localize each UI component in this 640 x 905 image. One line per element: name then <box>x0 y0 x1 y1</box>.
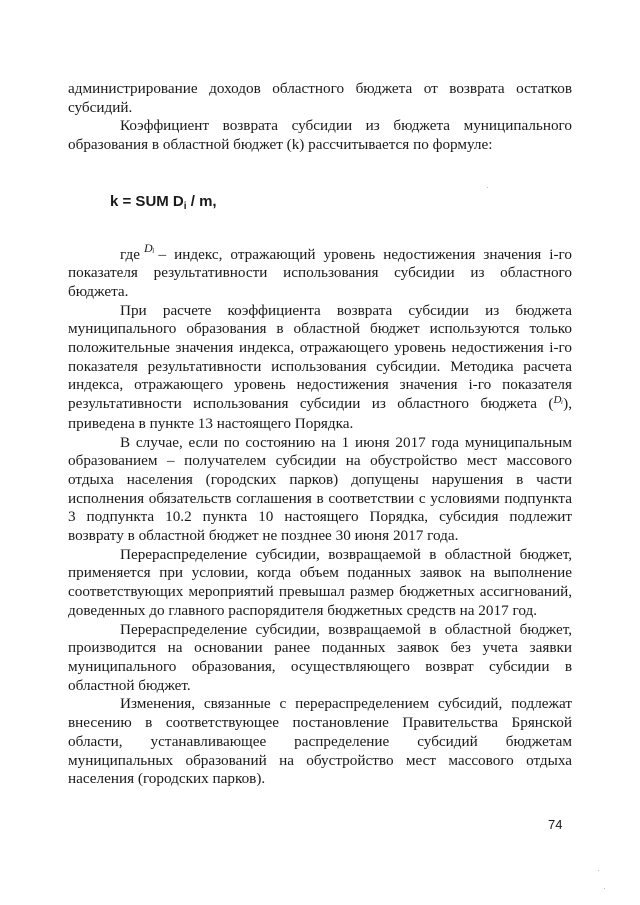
formula-subscript: i <box>183 200 187 212</box>
paragraph-7: Перераспределение субсидии, возвращаемой в областной бюджет, производится на основании ранее поданных заявок без учета заявки муниципального образования, осуществляющего возврат субсидии в областной бюджет. <box>68 620 572 694</box>
formula-main: k = SUM D <box>110 192 184 210</box>
scan-speck <box>598 870 599 871</box>
paragraph-1: администрирование доходов областного бюджета от возврата остатков субсидий. <box>68 80 572 116</box>
body-text <box>68 80 572 789</box>
paragraph-4-text: При расчете коэффициента возврата субсидии из бюджета муниципального образования в областной бюджет используются только положительные значения индекса, отражающего уровень недостижения i-го показателя результативности использования субсидии. Методика расчета индекса, отражающего уровень недостижения значения i-го показателя результативности использования субсидии из областного бюджета ( <box>68 301 572 413</box>
index-symbol: Dᵢ <box>143 240 155 255</box>
scan-speck <box>604 888 605 889</box>
paragraph-3 <box>68 240 572 302</box>
paragraph-2: Коэффициент возврата субсидии из бюджета муниципального образования в областной бюджет (k) рассчитывается по формуле: <box>68 117 572 154</box>
paragraph-4-end: ), приведена в пункте 13 настоящего Порядка. <box>68 395 572 432</box>
formula <box>110 193 572 217</box>
paragraph-8: Изменения, связанные с перераспределением субсидий, подлежат внесению в соответствующее постановление Правительства Брянской области, устанавливающее распределение субсидий бюджетам муниципальных образований на обустройство мест массового отдыха населения (городских парков). <box>68 695 572 788</box>
index-symbol-inline: Dᵢ <box>553 394 564 407</box>
formula-tail: / m, <box>186 192 217 210</box>
page-number: 74 <box>548 817 563 832</box>
where-word: где <box>120 245 140 263</box>
paragraph-5: В случае, если по состоянию на 1 июня 2017 года муниципальным образованием – получателем субсидии на обустройство мест массового отдыха населения (городских парков) допущены нарушения в части исполнения обязательств соглашения в соответствии с условиями подпункта 3 подпункта 10.2 пункта 10 настоящего Порядка, субсидия подлежит возврату в областной бюджет не позднее 30 июня 2017 года. <box>68 433 572 545</box>
paragraph-6: Перераспределение субсидии, возвращаемой в областной бюджет, применяется при условии, когда объем поданных заявок на выполнение соответствующих мероприятий превышал размер бюджетных ассигнований, доведенных до главного распорядителя бюджетных средств на 2017 год. <box>68 545 572 619</box>
paragraph-4 <box>68 302 572 434</box>
scan-speck <box>487 187 488 188</box>
paragraph-3-text: – индекс, отражающий уровень недостижения значения i-го показателя результативности использования субсидии из областного бюджета. <box>68 245 572 300</box>
